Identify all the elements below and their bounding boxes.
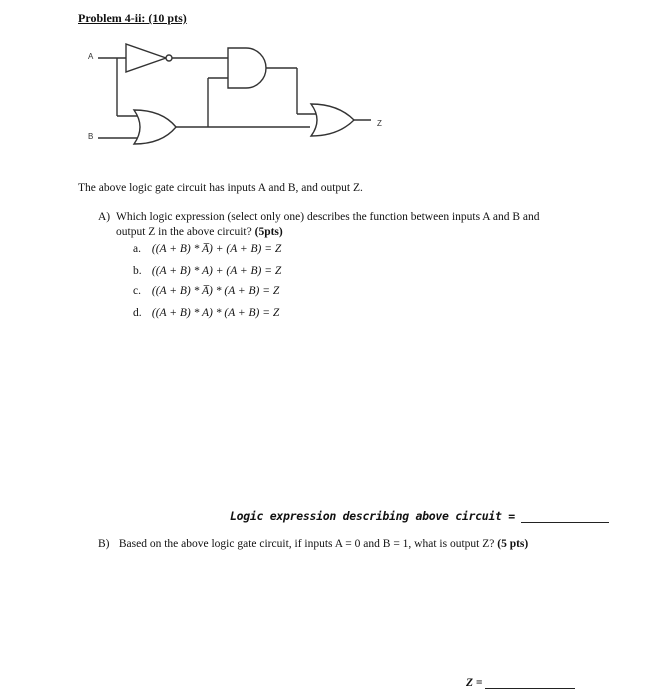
option-c[interactable] bbox=[133, 285, 279, 297]
question-a-number: A) bbox=[98, 211, 111, 223]
question-a bbox=[98, 210, 568, 240]
option-c-letter: c. bbox=[133, 285, 141, 297]
input-a-label: A bbox=[88, 52, 94, 61]
z-answer bbox=[466, 676, 575, 689]
logic-circuit-diagram bbox=[80, 38, 390, 153]
logic-expression-blank[interactable] bbox=[521, 510, 609, 523]
input-b-label: B bbox=[88, 132, 94, 141]
question-b-text: Based on the above logic gate circuit, if inputs A = 0 and B = 1, what is output Z? bbox=[118, 538, 495, 550]
option-d-expression: ((A + B) * A) * (A + B) = Z bbox=[151, 307, 280, 319]
z-answer-blank[interactable] bbox=[485, 676, 575, 689]
output-z-label: Z bbox=[377, 119, 382, 128]
logic-expression-answer bbox=[230, 509, 609, 523]
question-a-points: (5pts) bbox=[254, 226, 283, 238]
z-label: Z = bbox=[466, 677, 483, 689]
question-b-points: (5 pts) bbox=[497, 538, 529, 550]
question-b-number: B) bbox=[98, 538, 110, 550]
option-b-expression: ((A + B) * A) + (A + B) = Z bbox=[151, 265, 282, 277]
option-b-letter: b. bbox=[133, 265, 142, 277]
not-gate-bubble bbox=[166, 55, 172, 61]
or-gate-2 bbox=[311, 104, 354, 136]
problem-title: Problem 4-ii: (10 pts) bbox=[78, 11, 187, 25]
and-gate bbox=[228, 48, 266, 88]
option-a-letter: a. bbox=[133, 243, 141, 255]
or-gate-1 bbox=[134, 110, 176, 144]
question-a-text: Which logic expression (select only one) describes the function between inputs A and B and output Z in the above circuit? bbox=[116, 211, 540, 238]
intro-text: The above logic gate circuit has inputs A and B, and output Z. bbox=[78, 182, 363, 194]
option-a[interactable] bbox=[133, 243, 281, 255]
option-c-expression: ((A + B) * A̅) * (A + B) = Z bbox=[151, 285, 280, 297]
option-a-expression: ((A + B) * A̅) + (A + B) = Z bbox=[151, 243, 282, 255]
option-d[interactable] bbox=[133, 307, 279, 319]
not-gate bbox=[126, 44, 166, 72]
option-b[interactable] bbox=[133, 265, 281, 277]
question-b bbox=[98, 538, 528, 550]
logic-expression-label: Logic expression describing above circuit = bbox=[230, 509, 515, 523]
option-d-letter: d. bbox=[133, 307, 142, 319]
